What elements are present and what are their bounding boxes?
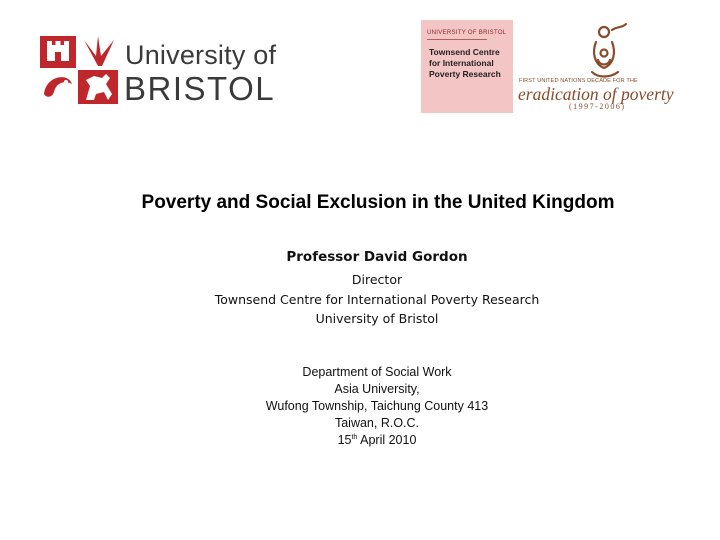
presentation-date: [0, 432, 720, 449]
presenter-role: Director: [351, 272, 403, 287]
presenter-name: Professor David Gordon: [286, 249, 468, 265]
decade-logo-top-text: FIRST UNITED NATIONS DECADE FOR THE: [519, 78, 638, 84]
decade-logo-main-text: eradication of poverty: [518, 84, 674, 104]
family-figure-icon: [582, 20, 630, 80]
un-decade-eradication-of-poverty-logo: [515, 20, 695, 115]
venue-address: Wufong Township, Taichung County 413: [265, 399, 489, 413]
bristol-logo-line1: University of: [125, 40, 277, 70]
presenter-centre: Townsend Centre for International Poverty Research: [214, 291, 540, 307]
venue-block: [0, 364, 720, 449]
date-suffix: th: [351, 434, 358, 441]
bristol-logo-line2: BRISTOL: [124, 70, 276, 107]
venue-university: Asia University,: [334, 382, 420, 396]
townsend-logo-name: Townsend Centre for International Poverty Research: [429, 47, 501, 79]
presenter-block: [0, 248, 720, 329]
venue-department: Department of Social Work: [302, 365, 452, 379]
bristol-crest-icon: [40, 36, 118, 104]
date-day: 15: [337, 433, 352, 447]
university-of-bristol-logo: [40, 36, 295, 108]
venue-country: Taiwan, R.O.C.: [334, 416, 420, 430]
presenter-university: University of Bristol: [315, 311, 439, 326]
townsend-logo-rule: [427, 39, 487, 40]
date-month-year: April 2010: [357, 433, 417, 447]
page-title: Poverty and Social Exclusion in the United Kingdom: [141, 192, 615, 213]
townsend-logo-university-text: UNIVERSITY OF BRISTOL: [427, 30, 507, 36]
decade-logo-years: (1997-2006): [569, 102, 626, 111]
townsend-centre-logo: [421, 20, 513, 113]
